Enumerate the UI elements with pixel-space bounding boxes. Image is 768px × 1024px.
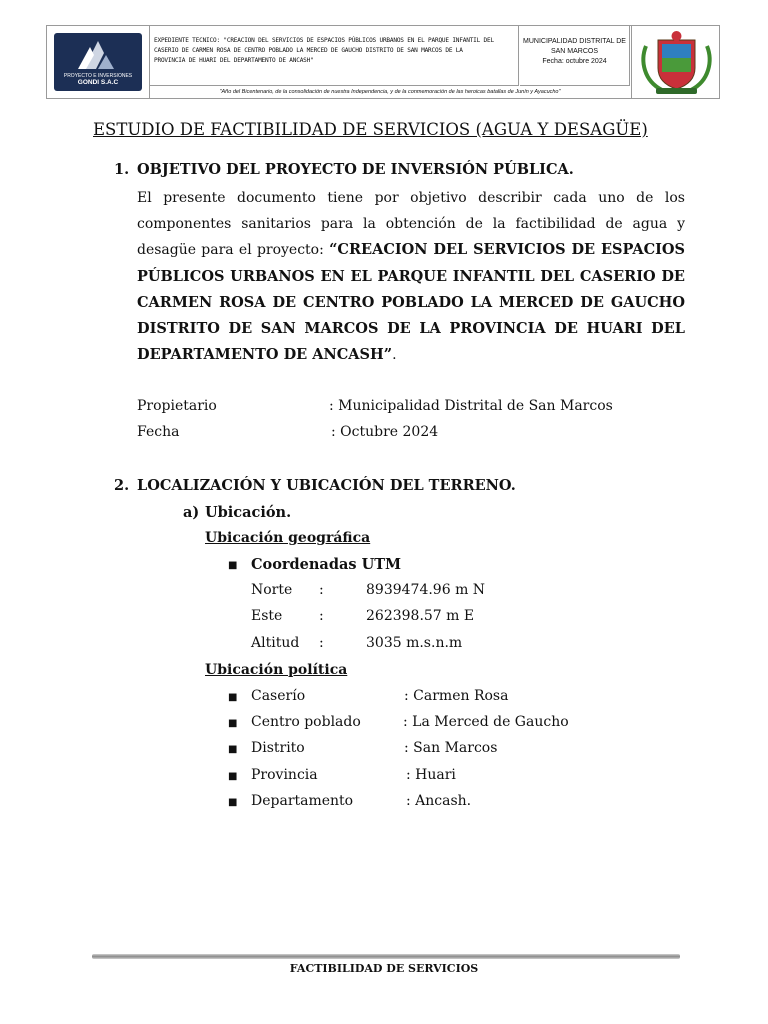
utm-heading: Coordenadas UTM — [251, 556, 402, 573]
project-name: “CREACION DEL SERVICIOS DE ESPACIOS PÚBLICOS URBANOS EN EL PARQUE INFANTIL DEL CASERIO DE CARMEN ROSA DE CENTRO POBLADO LA MERCED DE GAUCHO DISTRITO DE SAN MARCOS DE LA PROVINCIA DE HUARI DEL DEPARTAMENTO DE ANCASH” — [137, 241, 685, 364]
coord-label: Este — [251, 608, 283, 624]
objective-end: . — [392, 347, 397, 364]
political-heading: Ubicación política — [205, 662, 348, 678]
political-value: : Carmen Rosa — [404, 688, 509, 704]
date-value: : Octubre 2024 — [331, 424, 439, 440]
bullet-icon: ■ — [228, 744, 238, 755]
political-label: Centro poblado — [251, 714, 361, 730]
geo-heading: Ubicación geográfica — [205, 530, 371, 546]
company-logo-cell — [47, 26, 150, 99]
motto-text: "Año del Bicentenario, de la consolidación de nuestra Independencia, y de la conmemoración de las heroicas batallas de Junín y Ayacucho" — [219, 89, 561, 95]
subsection-heading: Ubicación. — [205, 504, 292, 521]
municipal-crest-icon — [632, 26, 721, 99]
logo-subtitle: PROYECTO E INVERSIONES — [63, 73, 133, 79]
coord-separator: : — [319, 582, 324, 598]
coord-value: 3035 m.s.n.m — [366, 635, 463, 651]
political-label: Distrito — [251, 740, 305, 756]
footer-text: FACTIBILIDAD DE SERVICIOS — [289, 962, 479, 975]
objective-paragraph — [137, 185, 685, 368]
crest-cell — [631, 26, 721, 99]
coord-separator: : — [319, 635, 324, 651]
company-logo — [54, 33, 142, 91]
document-header — [46, 25, 720, 99]
section-heading: LOCALIZACIÓN Y UBICACIÓN DEL TERRENO. — [137, 477, 516, 494]
expediente-line: PROVINCIA DE HUARI DEL DEPARTAMENTO DE ANCASH" — [154, 57, 314, 64]
expediente-line: CASERIO DE CARMEN ROSA DE CENTRO POBLADO LA MERCED DE GAUCHO DISTRITO DE SAN MARCOS DE LA — [154, 47, 463, 54]
political-label: Caserío — [251, 688, 306, 704]
bullet-icon: ■ — [228, 797, 238, 808]
objective-text: El presente documento tiene por objetivo describir cada uno de los componentes sanitarios para la obtención de la factibilidad de agua y desagüe para el proyecto: — [137, 190, 685, 259]
logo-company-name: GONDI S.A.C — [77, 79, 119, 86]
bullet-icon: ■ — [228, 560, 238, 571]
coord-separator: : — [319, 608, 324, 624]
municipality-name: MUNICIPALIDAD DISTRITAL DE — [523, 38, 626, 45]
political-value: : La Merced de Gaucho — [403, 714, 569, 730]
political-value: : Huari — [406, 767, 456, 783]
coord-value: 262398.57 m E — [366, 608, 475, 624]
footer-divider — [92, 954, 680, 959]
subsection-letter: a) — [183, 504, 200, 521]
municipality-cell — [520, 26, 630, 86]
political-label: Provincia — [251, 767, 318, 783]
bullet-icon: ■ — [228, 692, 238, 703]
expediente-title — [150, 26, 519, 86]
document-title: ESTUDIO DE FACTIBILIDAD DE SERVICIOS (AGUA Y DESAGÜE) — [93, 120, 648, 139]
owner-label: Propietario — [137, 398, 217, 414]
political-value: : San Marcos — [404, 740, 498, 756]
political-label: Departamento — [251, 793, 354, 809]
coord-label: Norte — [251, 582, 293, 598]
bullet-icon: ■ — [228, 718, 238, 729]
expediente-line: EXPEDIENTE TECNICO: "CREACION DEL SERVICIOS DE ESPACIOS PÚBLICOS URBANOS EN EL PARQUE INFANTIL DEL — [154, 37, 494, 44]
political-value: : Ancash. — [406, 793, 472, 809]
section-heading: OBJETIVO DEL PROYECTO DE INVERSIÓN PÚBLICA. — [137, 161, 574, 178]
municipality-district: SAN MARCOS — [550, 48, 599, 55]
coord-value: 8939474.96 m N — [366, 582, 486, 598]
coord-label: Altitud — [251, 635, 300, 651]
section-number: 1. — [114, 161, 130, 178]
date-label: Fecha — [137, 424, 180, 440]
mountain-logo-icon — [54, 33, 142, 73]
section-number: 2. — [114, 477, 130, 494]
header-date: Fecha: octubre 2024 — [542, 58, 607, 65]
owner-value: : Municipalidad Distrital de San Marcos — [329, 398, 613, 414]
bullet-icon: ■ — [228, 771, 238, 782]
